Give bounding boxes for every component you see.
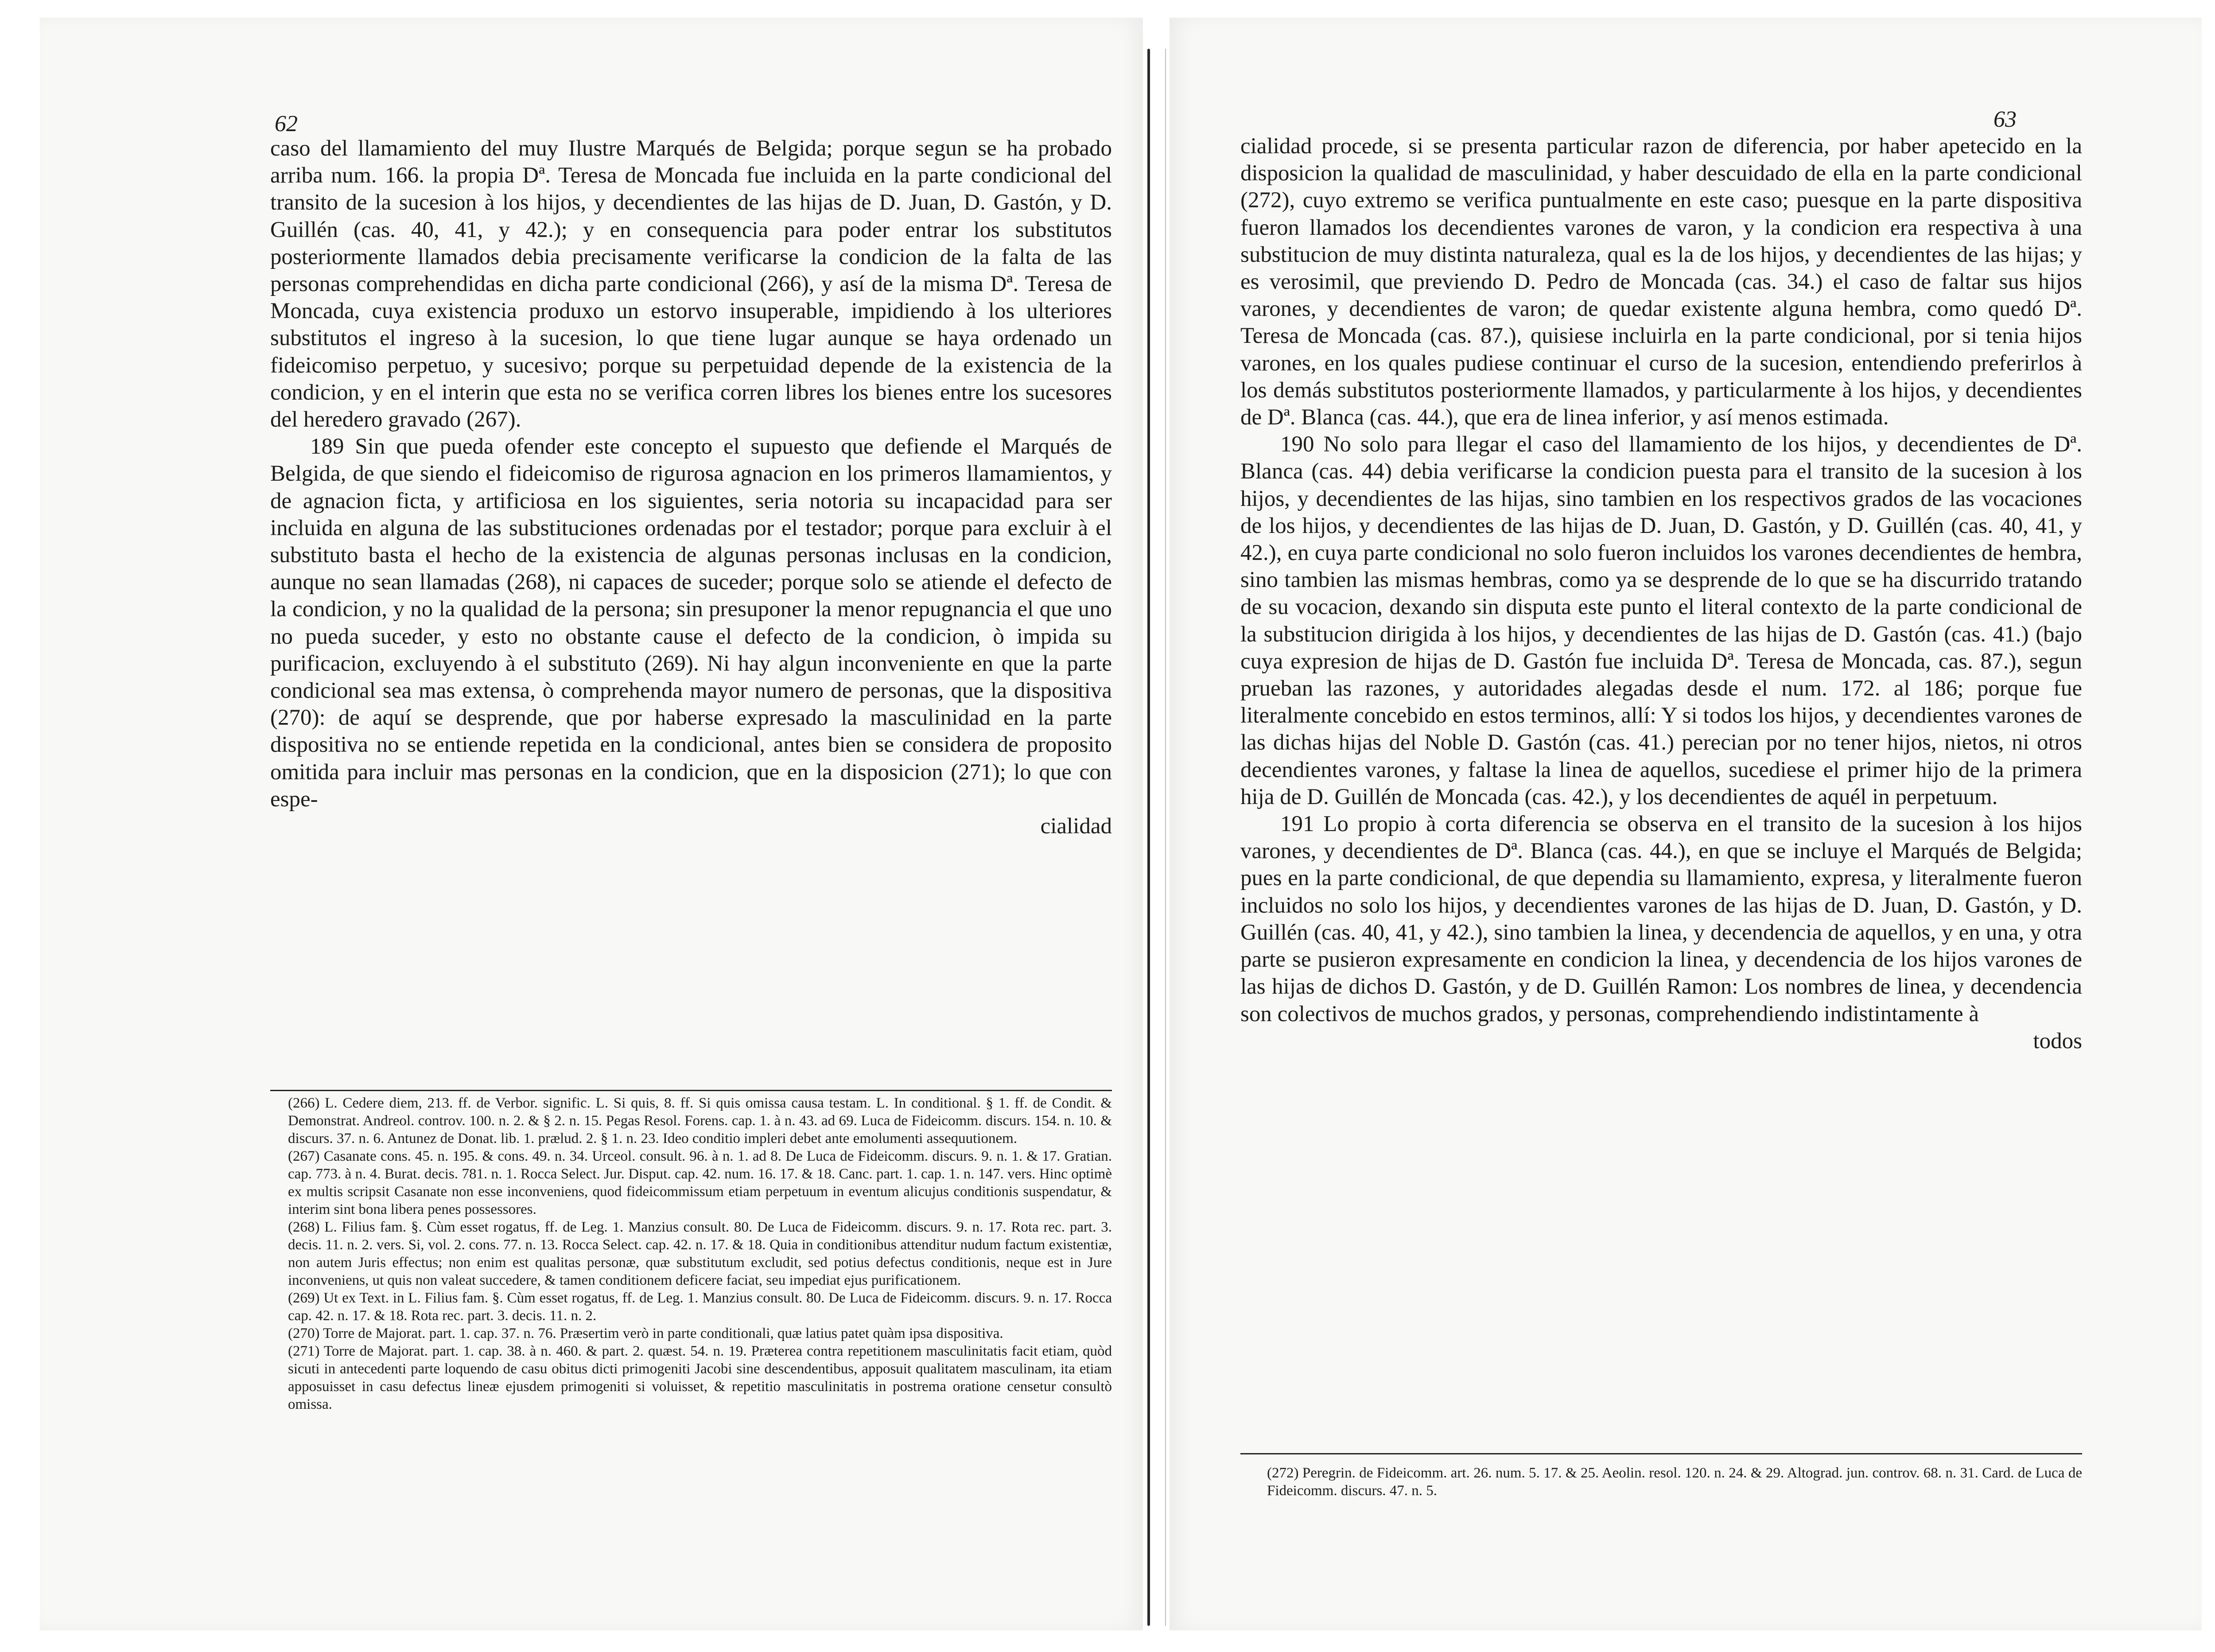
page-edge [1165,49,1166,1626]
catchword: todos [2033,1028,2082,1053]
footnote-271: (271) Torre de Majorat. part. 1. cap. 38. à n. 460. & part. 2. quæst. 54. n. 19. Præterea contra repetitionem masculinitatis facit etiam, quòd sicuti in antecedenti parte loquendo de casu obitus dicti primogeniti Jacobi sine descendentibus, apposuit qualitatem masculinam, ita etiam apposuisset in casu defectus lineæ ejusdem primogeniti si voluisset, & repetitio masculinitatis in postrema oratione censetur consultò omissa. [288,1343,1112,1412]
left-page [40,18,1143,1630]
footnote-272: (272) Peregrin. de Fideicomm. art. 26. num. 5. 17. & 25. Aeolin. resol. 120. n. 24. & 29. Altograd. jun. controv. 68. n. 31. Card. de Luca de Fideicomm. discurs. 47. n. 5. [1267,1465,2082,1499]
page-body [1240,133,2082,1055]
paragraph: cialidad procede, si se presenta particular razon de diferencia, por haber apetecido en la disposicion la qualidad de masculinidad, y haber descuidado de ella en la parte condicional (272), cuyo extremo se verifica puntualmente en este caso; puesque en la parte dispositiva fueron llamados los decendientes varones de varon, y la condicion era respectiva à una substitucion de muy distinta naturaleza, qual es la de los hijos, y decendientes de las hijas; y es verosimil, que previendo D. Pedro de Moncada (cas. 34.) el caso de faltar sus hijos varones, y decendientes de varon; de quedar existente alguna hembra, como quedó Dª. Teresa de Moncada (cas. 87.), quisiese incluirla en la parte condicional, por si tenia hijos varones, en los quales pudiese continuar el curso de la sucesion, entendiendo preferirlos à los demás substitutos posteriormente llamados, y particularmente à los hijos, y decendientes de Dª. Blanca (cas. 44.), que era de linea inferior, y así menos estimada. [1240,134,2082,430]
page-body [270,135,1112,840]
right-page [1170,18,2202,1630]
footnote-268: (268) L. Filius fam. §. Cùm esset rogatus, ff. de Leg. 1. Manzius consult. 80. De Luca de Fideicomm. discurs. 9. n. 17. Rota rec. part. 3. decis. 11. n. 2. vers. Si, vol. 2. cons. 77. n. 13. Rocca Select. cap. 42. n. 17. & 18. Quia in conditionibus attenditur nudum factum existentiæ, non autem Juris effectus; non enim est qualitas personæ, quæ substitutum excludit, sed potius defectus conditionis, neque est in Jure inconveniens, ut quis non valeat succedere, & tamen conditionem deficere faciat, seu impediat ejus purificationem. [288,1219,1112,1288]
footnotes [1267,1464,2082,1500]
page-number: 62 [275,111,298,136]
footnote-266: (266) L. Cedere diem, 213. ff. de Verbor. signific. L. Si quis, 8. ff. Si quis omissa causa testam. L. In conditional. § 1. ff. de Condit. & Demonstrat. Andreol. controv. 100. n. 2. & § 2. n. 15. Pegas Resol. Forens. cap. 1. à n. 43. ad 69. Luca de Fideicomm. discurs. 154. n. 10. & discurs. 37. n. 6. Antunez de Donat. lib. 1. prælud. 2. § 1. n. 23. Ideo conditio impleri debet ante emolumenti assequutionem. [288,1095,1112,1147]
paragraph: caso del llamamiento del muy Ilustre Marqués de Belgida; porque segun se ha probado arriba num. 166. la propia Dª. Teresa de Moncada fue incluida en la parte condicional del transito de la sucesion à los hijos, y decendientes de las hijas de D. Juan, D. Gastón, y D. Guillén (cas. 40, 41, y 42.); y en consequencia para poder entrar los substitutos posteriormente llamados debia precisamente verificarse la condicion de la falta de las personas comprehendidas en dicha parte condicional (266), y así de la misma Dª. Teresa de Moncada, cuya existencia produxo un estorvo insuperable, impidiendo à los ulteriores substitutos el ingreso à la sucesion, lo que tiene lugar aunque se haya ordenado un fideicomiso perpetuo, y sucesivo; porque su perpetuidad depende de la existencia de la condicion, y en el interin que esta no se verifica corren libres los bienes entre los sucesores del heredero gravado (267). [270,136,1112,432]
footnote-269: (269) Ut ex Text. in L. Filius fam. §. Cùm esset rogatus, ff. de Leg. 1. Manzius consult. 80. De Luca de Fideicomm. discurs. 9. n. 17. Rocca cap. 42. n. 17. & 18. Rota rec. part. 3. decis. 11. n. 2. [288,1290,1112,1324]
footnote-267: (267) Casanate cons. 45. n. 195. & cons. 49. n. 34. Urceol. consult. 96. à n. 1. ad 8. De Luca de Fideicomm. discurs. 9. n. 1. & 17. Gratian. cap. 773. à n. 4. Burat. decis. 781. n. 1. Rocca Select. Jur. Disput. cap. 42. num. 16. 17. & 18. Canc. part. 1. cap. 1. n. 147. vers. Hinc optimè ex multis scripsit Casanate non esse inconveniens, quod fideicommissum etiam perpetuum in eventum alicujus conditionis suspendatur, & interim sint bona libera penes possessores. [288,1148,1112,1217]
paragraph-190: 190 No solo para llegar el caso del llamamiento de los hijos, y decendientes de Dª. Blanca (cas. 44) debia verificarse la condicion puesta para el transito de la sucesion à los hijos, y decendientes de las hijas, sino tambien en los respectivos grados de las vocaciones de los hijos, y decendientes de las hijas de D. Juan, D. Gastón, y D. Guillén (cas. 40, 41, y 42.), en cuya parte condicional no solo fueron incluidos los varones decendientes de hembra, sino tambien las mismas hembras, como ya se desprende de lo que se ha discurrido tratando de su vocacion, dexando sin disputa este punto el literal contexto de la parte condicional de la substitucion dirigida à los hijos, y decendientes de las hijas de D. Gastón (cas. 41.) (bajo cuya expresion de hijas de D. Gastón fue incluida Dª. Teresa de Moncada, cas. 87.), segun prueban las razones, y autoridades alegadas desde el num. 172. al 186; porque fue literalmente concebido en estos terminos, allí: Y si todos los hijos, y decendientes varones de las dichas hijas del Noble D. Gastón (cas. 41.) perecian por no tener hijos, nietos, ni otros decendientes varones, y faltase la linea de aquellos, sucediese el primer hijo de la primera hija de D. Guillén de Moncada (cas. 42.), y los decendientes de aquél in perpetuum. [1240,432,2082,809]
page-number: 63 [1994,107,2017,132]
footnotes [288,1094,1112,1413]
footnote-rule [1240,1453,2082,1454]
footnote-270: (270) Torre de Majorat. part. 1. cap. 37. n. 76. Præsertim verò in parte conditionali, quæ latius patet quàm ipsa dispositiva. [288,1325,1003,1341]
paragraph-191: 191 Lo propio à corta diferencia se observa en el transito de la sucesion à los hijos varones, y decendientes de Dª. Blanca (cas. 44.), en que se incluye el Marqués de Belgida; pues en la parte condicional, de que dependia su llamamiento, expresa, y literalmente fueron incluidos no solo los hijos, y decendientes varones de las hijas de D. Juan, D. Gastón, y D. Guillén (cas. 40, 41, y 42.), sino tambien la linea, y decendencia de aquellos, y en una, y otra parte se pusieron expresamente en condicion la linea, y decendencia de los hijos varones de las hijas de dichos D. Gastón, y de D. Guillén Ramon: Los nombres de linea, y decendencia son colectivos de muchos grados, y personas, comprehendiendo indistintamente à [1240,812,2082,1026]
catchword: cialidad [1040,814,1112,839]
footnote-rule [270,1090,1112,1091]
paragraph-189: 189 Sin que pueda ofender este concepto el supuesto que defiende el Marqués de Belgida, de que siendo el fideicomiso de rigurosa agnacion en los primeros llamamientos, y de agnacion ficta, y artificiosa en los siguientes, seria notoria su incapacidad para ser incluida en alguna de las substituciones ordenadas por el testador; porque para excluir à el substituto basta el hecho de la existencia de algunas personas inclusas en la condicion, aunque no sean llamadas (268), ni capaces de suceder; porque solo se atiende el defecto de la condicion, y no la qualidad de la persona; sin presuponer la menor repugnancia el que uno no pueda suceder, y esto no obstante cause el defecto de la condicion, ò impida su purificacion, excluyendo à el substituto (269). Ni hay algun inconveniente en que la parte condicional sea mas extensa, ò comprehenda mayor numero de personas, que la dispositiva (270): de aquí se desprende, que por haberse expresado la masculinidad en la parte dispositiva no se entiende repetida en la condicional, antes bien se considera de proposito omitida para incluir mas personas en la condicion, que en la disposicion (271); lo que con espe- [270,434,1112,812]
book-gutter [1147,49,1150,1626]
